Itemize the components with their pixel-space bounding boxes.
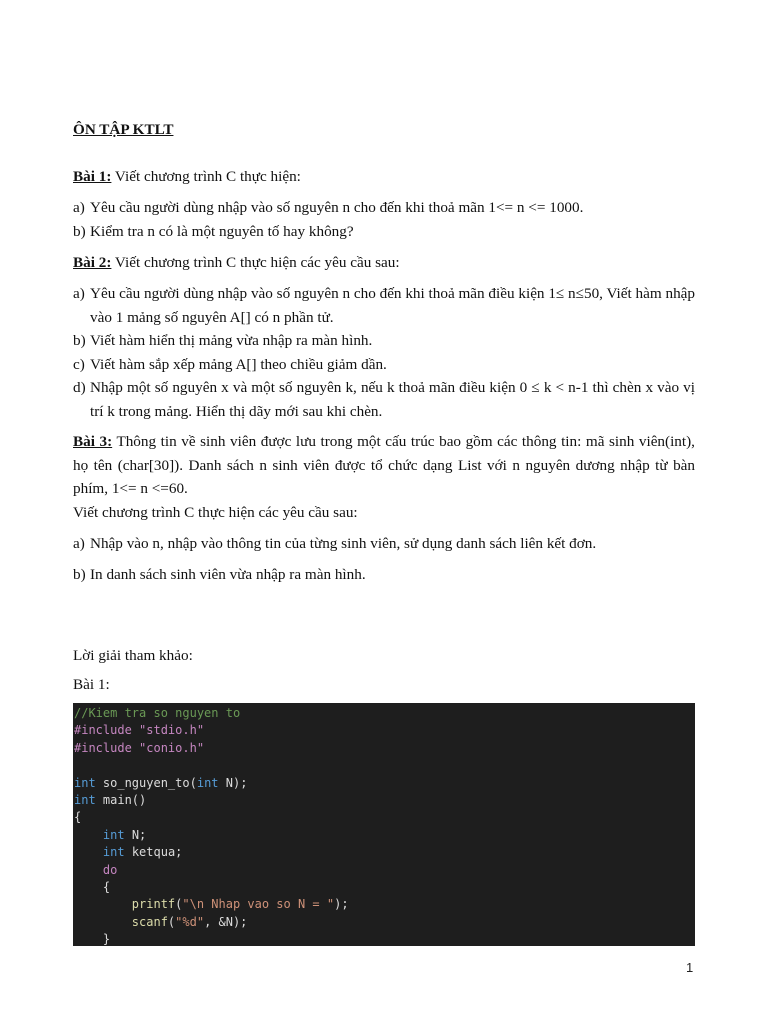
exercise-1-heading [73,165,695,189]
list-item: b) Kiểm tra n có là một nguyên tố hay không? [73,222,354,240]
solution-heading: Lời giải tham khảo: [73,647,193,664]
exercise-3-label: Bài 3: [73,433,113,450]
exercise-1-label: Bài 1: [73,168,112,185]
exercise-3-line2: Viết chương trình C thực hiện các yêu cầu sau: [73,504,358,521]
code-line: scanf("%d", &N); [131,914,248,929]
code-line: { [102,879,111,894]
list-item: b) Viết hàm hiển thị mảng vừa nhập ra màn hình. [73,332,373,349]
code-line: } [102,932,111,946]
exercise-2-label: Bài 2: [73,254,112,271]
exercise-3-item-a [73,532,695,556]
exercise-2-items [73,282,695,423]
solution-exercise-1-label: Bài 1: [73,676,110,693]
code-line [74,757,695,774]
list-item: a) Nhập vào n, nhập vào thông tin của từng sinh viên, sử dụng danh sách liên kết đơn. [73,535,597,552]
code-line: printf("\n Nhap vao so N = "); [131,897,349,912]
list-item: d) Nhập một số nguyên x và một số nguyên k, nếu k thoả mãn điều kiện 0 ≤ k < n-1 thì chèn x vào vị trí k trong mảng. Hiển thị dãy mới sau khi chèn. [73,379,695,420]
list-item: c) Viết hàm sắp xếp mảng A[] theo chiều giảm dần. [73,355,387,373]
code-block [73,703,695,946]
page-title: ÔN TẬP KTLT [73,121,174,138]
code-line: int N; [102,827,147,842]
exercise-2-heading [73,251,695,275]
list-item: b) In danh sách sinh viên vừa nhập ra màn hình. [73,566,366,583]
exercise-3-item-b [73,563,695,587]
code-line: { [74,810,82,825]
exercise-1-intro: Viết chương trình C thực hiện: [111,168,301,185]
exercise-2-intro: Viết chương trình C thực hiện các yêu cầu sau: [111,254,400,271]
code-line: do [102,862,118,877]
list-item: a) Yêu cầu người dùng nhập vào số nguyên n cho đến khi thoả mãn 1<= n <= 1000. [73,199,584,216]
code-line: int ketqua; [102,845,183,860]
exercise-1-items [73,196,695,243]
page-number: 1 [686,960,694,975]
list-item: a) Yêu cầu người dùng nhập vào số nguyên n cho đến khi thoả mãn điều kiện 1≤ n≤50, Viết hàm nhập vào 1 mảng số nguyên A[] có n phần tử. [73,285,695,326]
code-line: int main() [74,792,147,807]
code-line: #include "conio.h" [74,740,205,755]
exercise-3-paragraph [73,430,695,501]
exercise-3-intro: Thông tin về sinh viên được lưu trong một cấu trúc bao gồm các thông tin: mã sinh viên(int), họ tên (char[30]). Danh sách n sinh viên được tổ chức dạng List với n nguyên dương nhập từ bàn phím, 1<= n <=60. [73,433,695,497]
code-line: //Kiem tra so nguyen to [74,706,241,720]
code-line: #include "stdio.h" [74,723,205,738]
code-line: int so_nguyen_to(int N); [74,775,248,790]
